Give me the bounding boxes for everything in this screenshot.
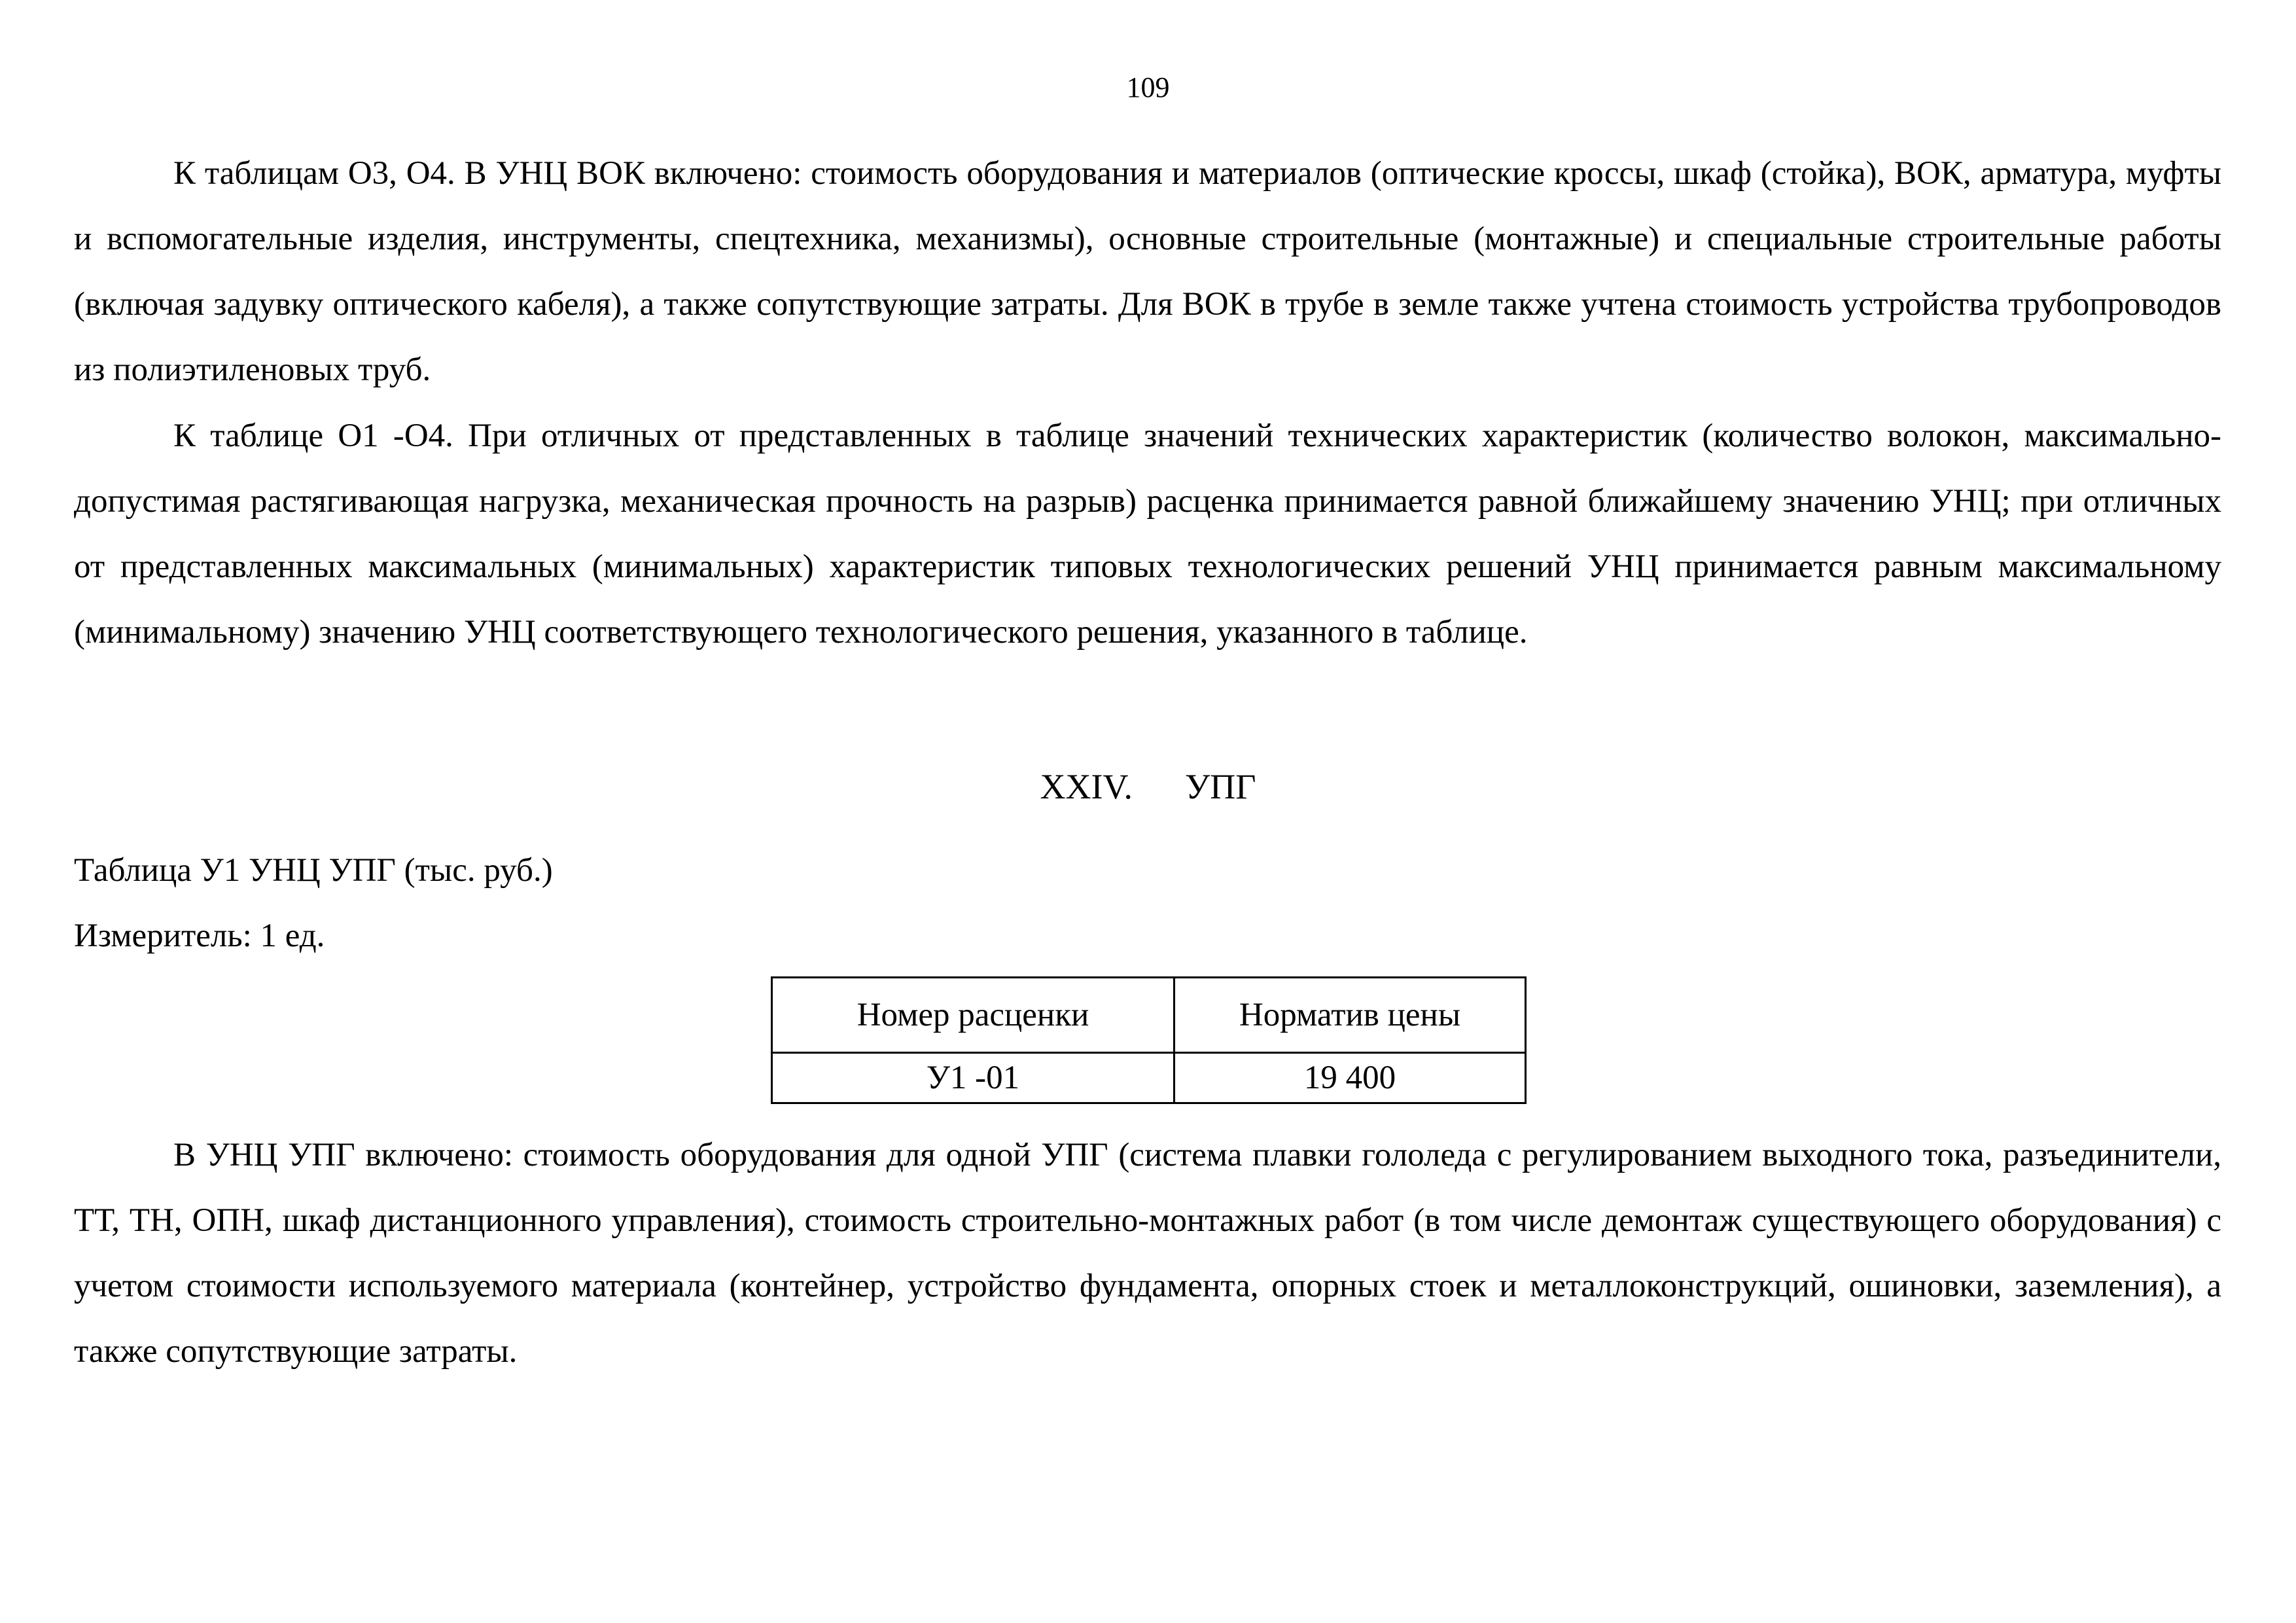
table-header-row: [772, 978, 1526, 1053]
unit-of-measure: Измеритель: 1 ед.: [74, 918, 325, 954]
table-row: [772, 1053, 1526, 1103]
section-heading: [0, 766, 2296, 808]
cell-price-norm: 19 400: [1174, 1053, 1526, 1103]
section-title: УПГ: [1185, 767, 1256, 806]
paragraph-upg-notes: В УНЦ УПГ включено: стоимость оборудования для одной УПГ (система плавки гололеда с регулированием выходного тока, разъединители, ТТ, ТН, ОПН, шкаф дистанционного управления), стоимость строительно-монтажных работ (в том числе демонтаж существующего оборудования) с учетом стоимости используемого материала (контейнер, устройство фундамента, опорных стоек и металлоконструкций, ошиновки, заземления), а также сопутствующие затраты.: [74, 1137, 2221, 1370]
table-caption: Таблица У1 УНЦ УПГ (тыс. руб.): [74, 852, 553, 889]
paragraph-characteristics-notes: К таблице О1 -О4. При отличных от представленных в таблице значений технических характеристик (количество волокон, максимально-допустимая растягивающая нагрузка, механическая прочность на разрыв) расценка принимается равной ближайшему значению УНЦ; при отличных от представленных максимальных (минимальных) характеристик типовых технологических решений УНЦ принимается равным максимальному (минимальному) значению УНЦ соответствующего технологического решения, указанного в таблице.: [74, 418, 2221, 651]
cell-rate-number: У1 -01: [772, 1053, 1174, 1103]
header-price-norm: Норматив цены: [1174, 978, 1526, 1053]
header-rate-number: Номер расценки: [772, 978, 1174, 1053]
page-number: 109: [1126, 71, 1170, 103]
paragraph-vok-notes: К таблицам О3, О4. В УНЦ ВОК включено: стоимость оборудования и материалов (оптические кроссы, шкаф (стойка), ВОК, арматура, муфты и вспомогательные изделия, инструменты, спецтехника, механизмы), основные строительные (монтажные) и специальные строительные работы (включая задувку оптического кабеля), а также сопутствующие затраты. Для ВОК в трубе в земле также учтена стоимость устройства трубопроводов из полиэтиленовых труб.: [74, 155, 2221, 388]
section-number: XXIV.: [1040, 767, 1133, 806]
price-table: [771, 976, 1527, 1104]
